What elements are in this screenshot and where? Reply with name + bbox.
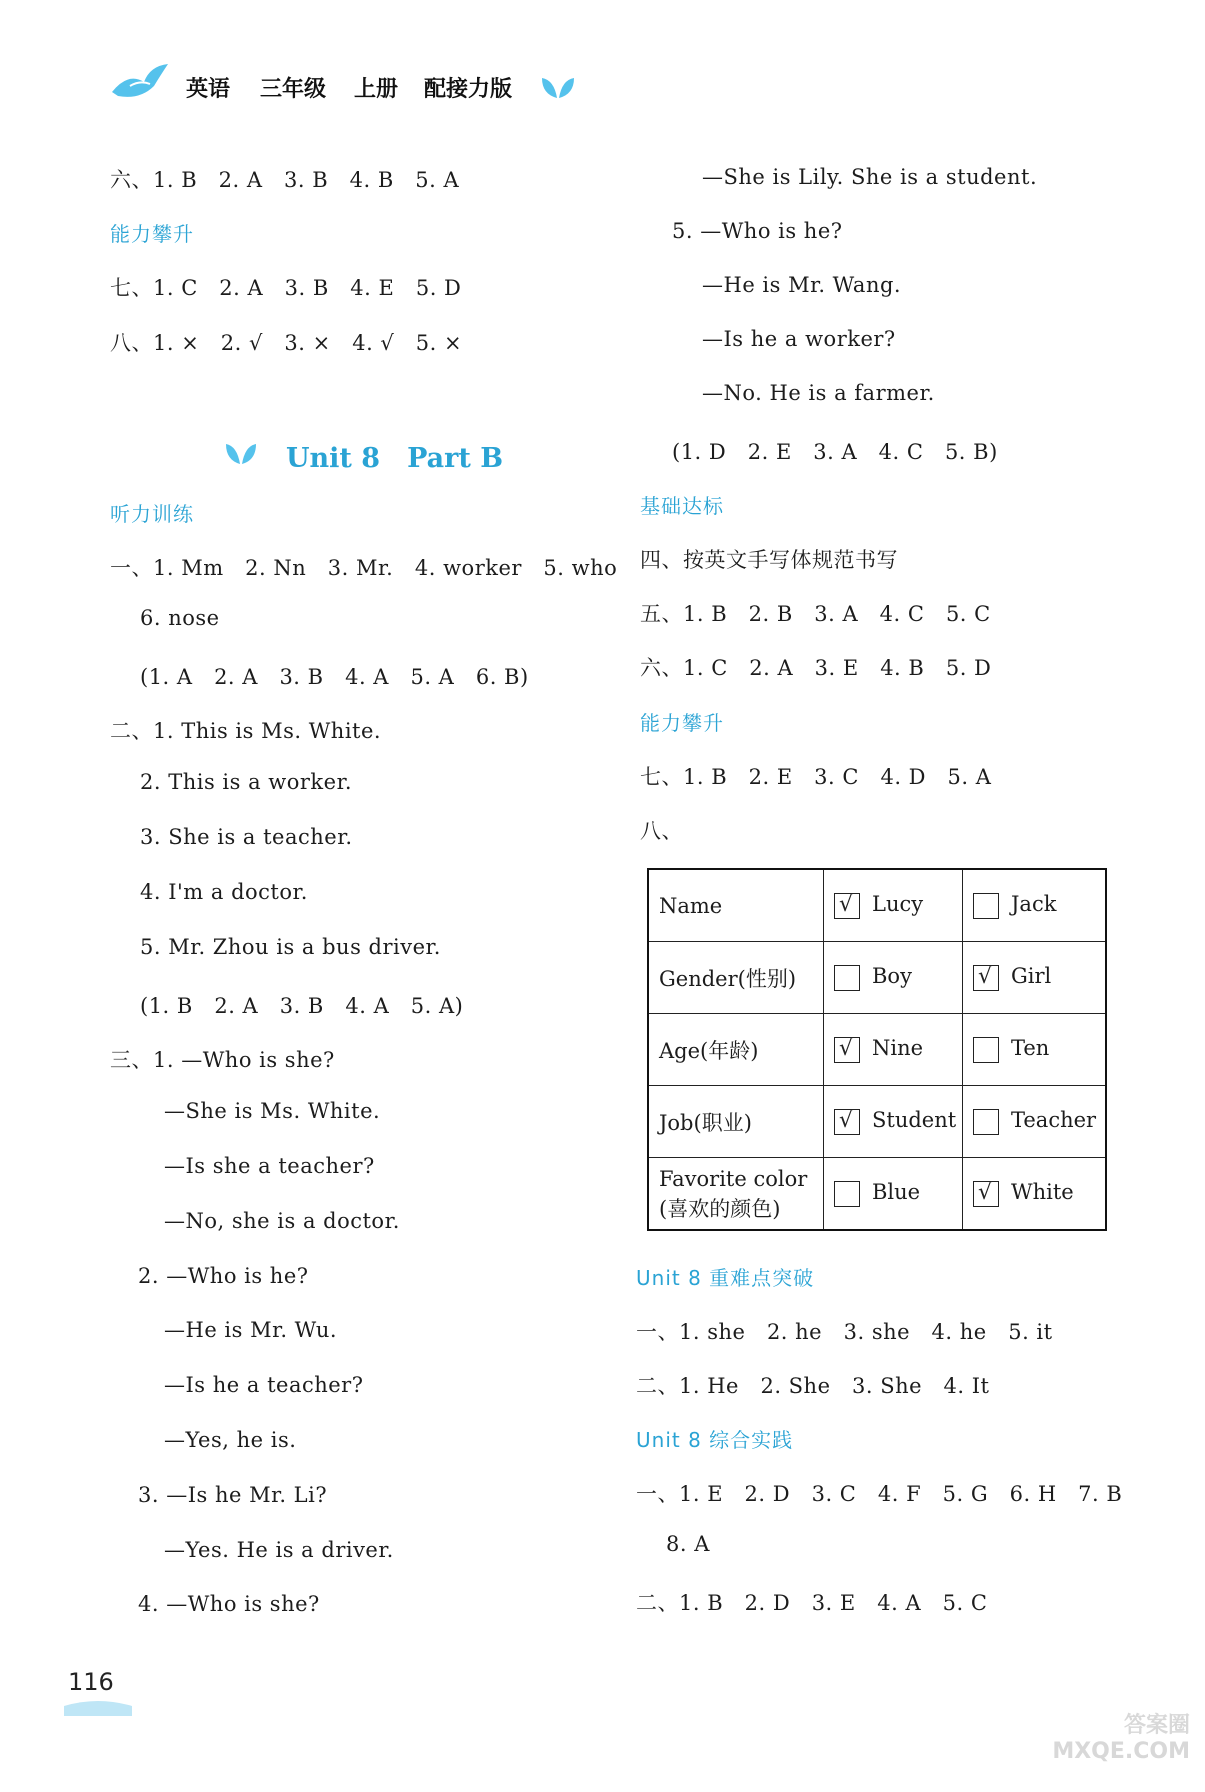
unit-title: Unit 8 Part B: [286, 443, 504, 474]
table-option: [824, 1014, 963, 1086]
leaf-icon: [540, 74, 576, 100]
answer-line: 3. She is a teacher.: [140, 825, 353, 849]
table-option: [963, 869, 1107, 942]
answer-line: —Yes. He is a driver.: [164, 1538, 394, 1562]
answer-line: 二、1. B 2. D 3. E 4. A 5. C: [636, 1591, 988, 1615]
section-heading: 能力攀升: [640, 711, 724, 735]
answer-line: 三、1. —Who is she?: [110, 1048, 335, 1072]
checkbox-unchecked: [973, 1109, 999, 1135]
answer-line: 七、1. B 2. E 3. C 4. D 5. A: [640, 765, 992, 789]
answer-line: 六、1. C 2. A 3. E 4. B 5. D: [640, 656, 992, 680]
answer-line: 5. Mr. Zhou is a bus driver.: [140, 935, 441, 959]
bird-logo-icon: [110, 62, 170, 102]
table-row: [648, 942, 1106, 1014]
watermark: 答案圈 MXQE.COM: [1052, 1713, 1190, 1764]
table-label-line: Favorite color: [659, 1166, 808, 1191]
option-text: Student: [872, 1108, 957, 1133]
section-heading: 基础达标: [640, 494, 724, 518]
header-edition: 配接力版: [424, 77, 513, 102]
header-subject: 英语: [186, 77, 231, 102]
checkbox-checked: [834, 893, 860, 919]
option-text: Blue: [872, 1180, 921, 1205]
section-heading: 能力攀升: [110, 222, 194, 246]
checkbox-unchecked: [834, 965, 860, 991]
option-text: Teacher: [1011, 1108, 1097, 1133]
option-text: White: [1011, 1180, 1074, 1205]
answer-line: 八、: [640, 819, 683, 843]
answer-line: —No, she is a doctor.: [164, 1209, 400, 1233]
checkbox-checked: [834, 1109, 860, 1135]
section-heading: 听力训练: [110, 502, 194, 526]
answer-line: 一、1. she 2. he 3. she 4. he 5. it: [636, 1320, 1053, 1344]
answer-line: (1. D 2. E 3. A 4. C 5. B): [672, 440, 998, 464]
answer-line: 二、1. This is Ms. White.: [110, 719, 382, 743]
answer-line: 八、1. × 2. √ 3. × 4. √ 5. ×: [110, 331, 463, 355]
answer-line: 六、1. B 2. A 3. B 4. B 5. A: [110, 168, 460, 192]
table-option: [963, 942, 1107, 1014]
answer-line: —Yes, he is.: [164, 1428, 297, 1452]
leaf-icon: [224, 438, 258, 466]
checkbox-checked: [834, 1037, 860, 1063]
option-text: Lucy: [872, 892, 924, 917]
header-volume: 上册: [354, 77, 399, 102]
answer-line: —He is Mr. Wu.: [164, 1318, 338, 1342]
table-label: Age(年龄): [648, 1014, 824, 1086]
option-text: Girl: [1011, 964, 1052, 989]
answer-line: 4. I'm a doctor.: [140, 880, 308, 904]
table-row: [648, 1158, 1106, 1231]
answer-line: —She is Lily. She is a student.: [702, 165, 1038, 189]
table-option: [824, 869, 963, 942]
checkbox-checked: [973, 965, 999, 991]
table-label: Name: [648, 869, 824, 942]
answer-line: 5. —Who is he?: [672, 219, 843, 243]
answer-line: —Is he a worker?: [702, 327, 896, 351]
checkbox-unchecked: [834, 1181, 860, 1207]
answer-line: 二、1. He 2. She 3. She 4. It: [636, 1374, 990, 1398]
table-option: [824, 1086, 963, 1158]
checkbox-unchecked: [973, 1037, 999, 1063]
table-label: [648, 1158, 824, 1231]
answer-line: —Is she a teacher?: [164, 1154, 375, 1178]
answer-line: —Is he a teacher?: [164, 1373, 364, 1397]
table-option: [963, 1158, 1107, 1231]
answer-line: 四、按英文手写体规范书写: [640, 548, 898, 572]
option-text: Boy: [872, 964, 912, 989]
answer-line: —He is Mr. Wang.: [702, 273, 902, 297]
checkbox-unchecked: [973, 893, 999, 919]
table-label: Job(职业): [648, 1086, 824, 1158]
answer-line: 2. —Who is he?: [138, 1264, 309, 1288]
answer-line: 一、1. E 2. D 3. C 4. F 5. G 6. H 7. B: [636, 1482, 1123, 1506]
page-number: 116: [68, 1668, 114, 1696]
answer-line: 6. nose: [140, 606, 220, 630]
table-row: [648, 1086, 1106, 1158]
table-label-line: (喜欢的颜色): [659, 1196, 781, 1221]
answer-line: —No. He is a farmer.: [702, 381, 935, 405]
page-number-badge: [62, 1666, 134, 1718]
answer-line: —She is Ms. White.: [164, 1099, 381, 1123]
answer-line: 七、1. C 2. A 3. B 4. E 5. D: [110, 276, 462, 300]
table-option: [824, 942, 963, 1014]
section-heading: Unit 8 综合实践: [636, 1428, 794, 1452]
record-table: [647, 868, 1107, 1231]
table-option: [963, 1086, 1107, 1158]
option-text: Ten: [1011, 1036, 1050, 1061]
answer-line: 8. A: [666, 1532, 710, 1556]
checkbox-checked: [973, 1181, 999, 1207]
answer-line: 3. —Is he Mr. Li?: [138, 1483, 328, 1507]
header-grade: 三年级: [260, 77, 327, 102]
answer-line: 4. —Who is she?: [138, 1592, 320, 1616]
option-text: Nine: [872, 1036, 924, 1061]
section-heading: Unit 8 重难点突破: [636, 1266, 815, 1290]
table-option: [963, 1014, 1107, 1086]
answer-line: 一、1. Mm 2. Nn 3. Mr. 4. worker 5. who: [110, 556, 618, 580]
table-row: [648, 1014, 1106, 1086]
table-label: Gender(性别): [648, 942, 824, 1014]
table-option: [824, 1158, 963, 1231]
table-row: [648, 869, 1106, 942]
answer-line: 五、1. B 2. B 3. A 4. C 5. C: [640, 602, 991, 626]
answer-line: 2. This is a worker.: [140, 770, 352, 794]
answer-line: (1. A 2. A 3. B 4. A 5. A 6. B): [140, 665, 529, 689]
answer-line: (1. B 2. A 3. B 4. A 5. A): [140, 994, 464, 1018]
option-text: Jack: [1011, 892, 1057, 917]
